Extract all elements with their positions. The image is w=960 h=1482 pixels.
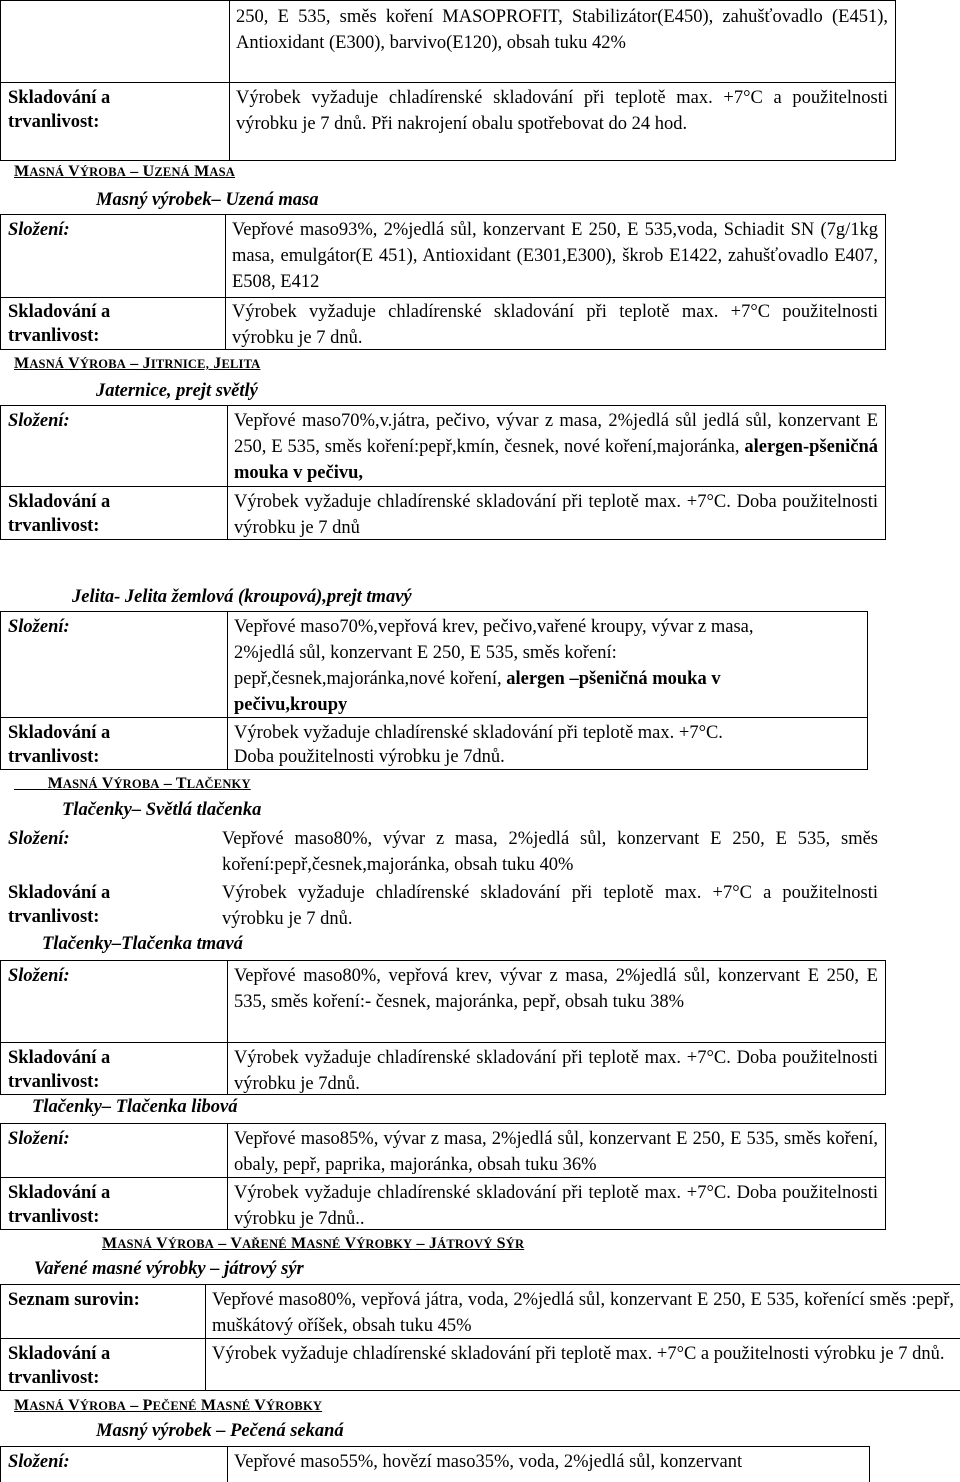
product-title: Tlačenky– Tlačenka libová — [32, 1097, 238, 1117]
composition-label: Složení: — [8, 1129, 70, 1149]
composition-label: Složení: — [8, 829, 70, 849]
storage-label: trvanlivost: — [8, 747, 100, 767]
storage-text: Výrobek vyžaduje chladírenské skladování při teplotě max. +7°C. Doba použitelnosti výrobku je 7dnů. — [234, 1048, 878, 1094]
composition-text-top: 250, E 535, směs koření MASOPROFIT, Stabilizátor(E450), zahušťovadlo (E451), Antioxidant (E300), barvivo(E120), obsah tuku 42% — [236, 7, 888, 53]
storage-text: Výrobek vyžaduje chladírenské skladování při teplotě max. +7°C. — [234, 723, 723, 743]
storage-text: Výrobek vyžaduje chladírenské skladování při teplotě max. +7°C. Doba použitelnosti výrobku je 7 dnů — [234, 492, 878, 538]
composition-text: pepř,česnek,majoránka,nové koření, alergen –pšeničná mouka v — [234, 669, 721, 689]
product-title: Jaternice, prejt světlý — [96, 381, 258, 401]
composition-text: 2%jedlá sůl, konzervant E 250, E 535, směs koření: — [234, 643, 617, 663]
product-title: Vařené masné výrobky – játrový sýr — [34, 1259, 304, 1279]
product-title: Masný výrobek – Pečená sekaná — [96, 1421, 344, 1441]
storage-label: Skladování a — [8, 88, 111, 108]
composition-text: Vepřové maso70%,v.játra, pečivo, vývar z masa, 2%jedlá sůl jedlá sůl, konzervant E 250, E 535, směs koření:pepř,kmín, česnek, nové koření,majoránka, alergen-pšeničná mouka v pečivu, — [234, 411, 879, 483]
composition-label: Složení: — [8, 617, 70, 637]
section-heading: MASNÁ VÝROBA – UZENÁ MASA — [14, 163, 236, 180]
section-heading: MASNÁ VÝROBA – VAŘENÉ MASNÉ VÝROBKY – JÁTROVÝ SÝR — [102, 1235, 525, 1252]
composition-text: Vepřové maso80%, vepřová krev, vývar z masa, 2%jedlá sůl, konzervant E 250, E 535, směs koření:- česnek, majoránka, pepř, obsah tuku 38% — [234, 966, 878, 1012]
storage-label: Skladování a — [8, 492, 111, 512]
storage-label: trvanlivost: — [8, 326, 100, 346]
product-title: Jelita- Jelita žemlová (kroupová),prejt tmavý — [72, 587, 412, 607]
storage-text: Výrobek vyžaduje chladírenské skladování při teplotě max. +7°C použitelnosti výrobku je 7 dnů. — [232, 302, 878, 348]
composition-text: Vepřové maso80%, vepřová játra, voda, 2%jedlá sůl, konzervant E 250, E 535, kořenící směs :pepř, muškátový oříšek, obsah tuku 45% — [212, 1290, 954, 1336]
storage-label: trvanlivost: — [8, 1368, 100, 1388]
composition-text: Vepřové maso80%, vývar z masa, 2%jedlá sůl, konzervant E 250, E 535, směs koření:pepř,česnek,majoránka, obsah tuku 40% — [222, 829, 878, 875]
storage-label: trvanlivost: — [8, 907, 100, 927]
composition-label: Složení: — [8, 220, 70, 240]
product-title: Tlačenky–Tlačenka tmavá — [42, 934, 243, 954]
storage-text: Výrobek vyžaduje chladírenské skladování při teplotě max. +7°C a použitelnosti výrobku je 7 dnů. Při nakrojení obalu spotřebovat do 24 hod. — [236, 88, 888, 134]
product-title: Tlačenky– Světlá tlačenka — [62, 800, 262, 820]
storage-label: trvanlivost: — [8, 1207, 100, 1227]
storage-label: trvanlivost: — [8, 516, 100, 536]
composition-label: Složení: — [8, 411, 70, 431]
storage-text: Výrobek vyžaduje chladírenské skladování při teplotě max. +7°C a použitelnosti výrobku je 7 dnů. — [222, 883, 878, 929]
section-heading: MASNÁ VÝROBA – JITRNICE, JELITA — [14, 355, 261, 372]
storage-text: Výrobek vyžaduje chladírenské skladování při teplotě max. +7°C. Doba použitelnosti výrobku je 7dnů.. — [234, 1183, 878, 1229]
storage-label: Skladování a — [8, 1048, 111, 1068]
composition-text: Vepřové maso55%, hovězí maso35%, voda, 2%jedlá sůl, konzervant — [234, 1452, 743, 1472]
allergen-note: alergen –pšeničná mouka v — [506, 669, 721, 689]
section-heading: MASNÁ VÝROBA – PEČENÉ MASNÉ VÝROBKY — [14, 1397, 323, 1414]
storage-label: Skladování a — [8, 883, 111, 903]
product-title: Masný výrobek– Uzená masa — [96, 190, 319, 210]
composition-text: Vepřové maso85%, vývar z masa, 2%jedlá sůl, konzervant E 250, E 535, směs koření, obaly, pepř, paprika, majoránka, obsah tuku 36% — [234, 1129, 878, 1175]
storage-label: Skladování a — [8, 302, 111, 322]
composition-label: Složení: — [8, 966, 70, 986]
composition-text: Vepřové maso93%, 2%jedlá sůl, konzervant E 250, E 535,voda, Schiadit SN (7g/1kg masa, emulgátor(E 451), Antioxidant (E301,E300), škrob E1422, zahušťovadlo E407, E508, E412 — [232, 220, 878, 292]
allergen-note: pečivu,kroupy — [234, 695, 348, 715]
storage-label: Skladování a — [8, 723, 111, 743]
allergen-note: alergen-pšeničná mouka v pečivu, — [234, 437, 879, 483]
storage-text: Doba použitelnosti výrobku je 7dnů. — [234, 747, 505, 767]
storage-label: trvanlivost: — [8, 112, 100, 132]
storage-label: Skladování a — [8, 1183, 111, 1203]
storage-label: trvanlivost: — [8, 1072, 100, 1092]
composition-text: Vepřové maso70%,vepřová krev, pečivo,vařené kroupy, vývar z masa, — [234, 617, 754, 637]
composition-label: Seznam surovin: — [8, 1290, 140, 1310]
section-heading: MASNÁ VÝROBA – TLAČENKY — [47, 775, 251, 792]
composition-label: Složení: — [8, 1452, 70, 1472]
storage-label: Skladování a — [8, 1344, 111, 1364]
storage-text: Výrobek vyžaduje chladírenské skladování při teplotě max. +7°C a použitelnosti výrobku je 7 dnů. — [212, 1344, 945, 1364]
